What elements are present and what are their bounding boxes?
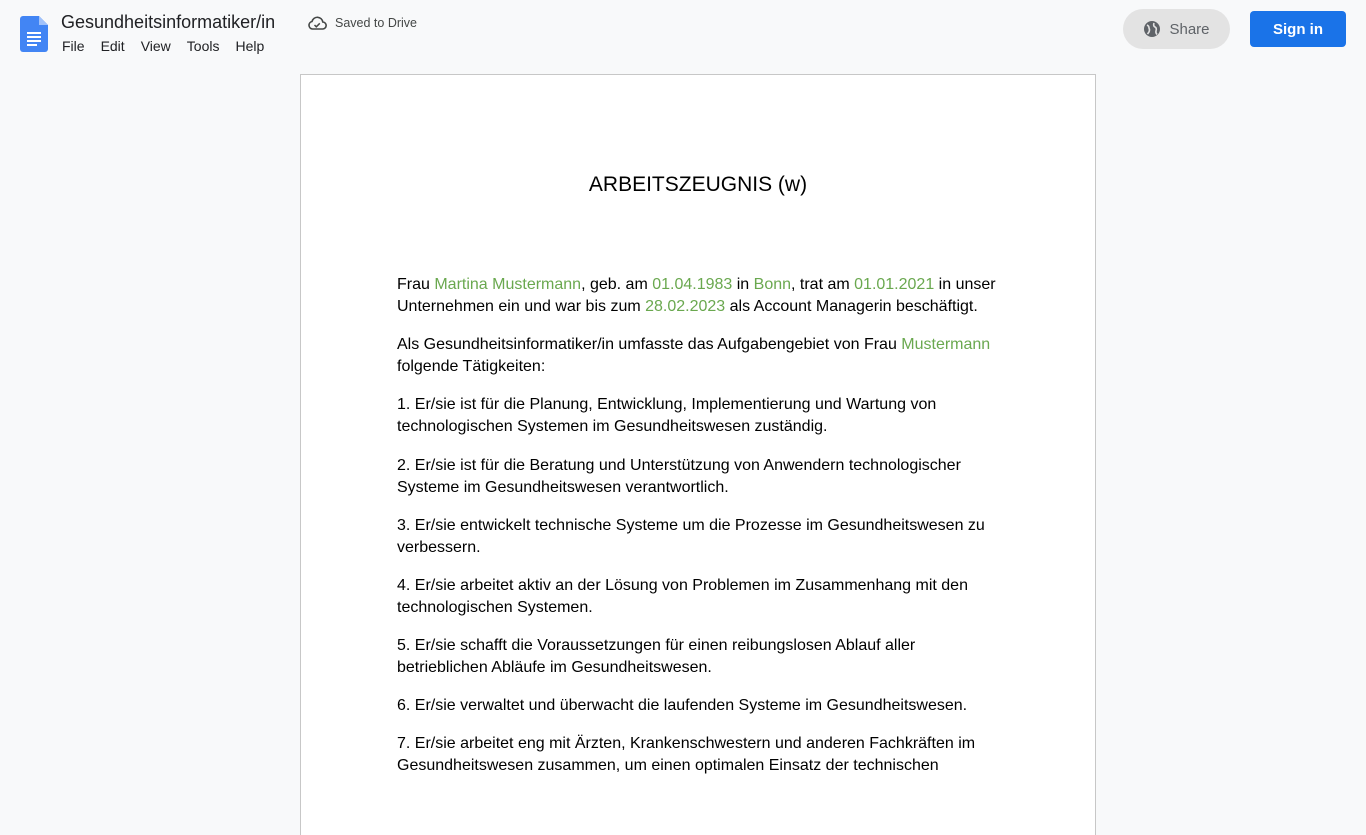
end-date: 28.02.2023 <box>645 298 726 315</box>
employee-surname: Mustermann <box>901 336 991 353</box>
intro-text-6: als Account Managerin beschäftigt. <box>725 298 978 315</box>
menu-help[interactable]: Help <box>235 38 265 54</box>
start-date: 01.01.2021 <box>854 276 935 293</box>
menu-edit[interactable]: Edit <box>100 38 125 54</box>
app-header <box>0 0 1366 64</box>
intro-text-5: in unser Unternehmen ein und war bis zum <box>397 276 996 315</box>
sign-in-button[interactable]: Sign in <box>1250 11 1346 47</box>
task-item-3: 3. Er/sie entwickelt technische Systeme um die Prozesse im Gesundheitswesen zu verbessern. <box>397 517 985 556</box>
task-item-6: 6. Er/sie verwaltet und überwacht die laufenden Systeme im Gesundheitswesen. <box>397 697 968 714</box>
tasks-intro-text-1: Als Gesundheitsinformatiker/in umfasste das Aufgabengebiet von Frau <box>397 336 902 353</box>
task-item-7: 7. Er/sie arbeitet eng mit Ärzten, Krankenschwestern und anderen Fachkräften im Gesundheitswesen zusammen, um einen optimalen Einsatz der technischen <box>397 735 976 774</box>
intro-text-2: , geb. am <box>581 276 653 293</box>
intro-paragraph <box>397 274 1007 318</box>
employee-name: Martina Mustermann <box>434 276 582 293</box>
menu-view[interactable]: View <box>140 38 171 54</box>
share-button[interactable] <box>1123 9 1230 49</box>
task-item-2: 2. Er/sie ist für die Beratung und Unterstützung von Anwendern technologischer Systeme im Gesundheitswesen verantwortlich. <box>397 457 961 496</box>
saved-status-label: Saved to Drive <box>335 16 417 30</box>
google-docs-icon[interactable] <box>20 16 48 52</box>
document-body <box>397 274 1007 793</box>
document-heading: ARBEITSZEUGNIS (w) <box>588 173 808 196</box>
share-button-label: Share <box>1169 20 1210 38</box>
intro-text-4: , trat am <box>791 276 855 293</box>
birth-city: Bonn <box>753 276 792 293</box>
tasks-intro-text-2: folgende Tätigkeiten: <box>397 358 546 375</box>
menu-file[interactable]: File <box>62 38 85 54</box>
menu-tools[interactable]: Tools <box>186 38 220 54</box>
document-page[interactable] <box>300 74 1096 835</box>
saved-status[interactable] <box>307 13 417 33</box>
cloud-done-icon <box>307 15 327 31</box>
menu-bar <box>54 36 272 56</box>
task-item-5: 5. Er/sie schafft die Voraussetzungen für einen reibungslosen Ablauf aller betrieblichen Abläufe im Gesundheitswesen. <box>397 637 916 676</box>
task-item-4: 4. Er/sie arbeitet aktiv an der Lösung von Problemen im Zusammenhang mit den technologischen Systemen. <box>397 577 968 616</box>
tasks-intro-paragraph <box>397 334 1007 378</box>
intro-text-1: Frau <box>397 276 435 293</box>
birth-date: 01.04.1983 <box>652 276 733 293</box>
intro-text-3: in <box>732 276 754 293</box>
task-item-1: 1. Er/sie ist für die Planung, Entwicklung, Implementierung und Wartung von technologischen Systemen im Gesundheitswesen zuständig. <box>397 396 937 435</box>
globe-icon <box>1143 20 1161 38</box>
document-title[interactable]: Gesundheitsinformatiker/in <box>61 12 276 32</box>
